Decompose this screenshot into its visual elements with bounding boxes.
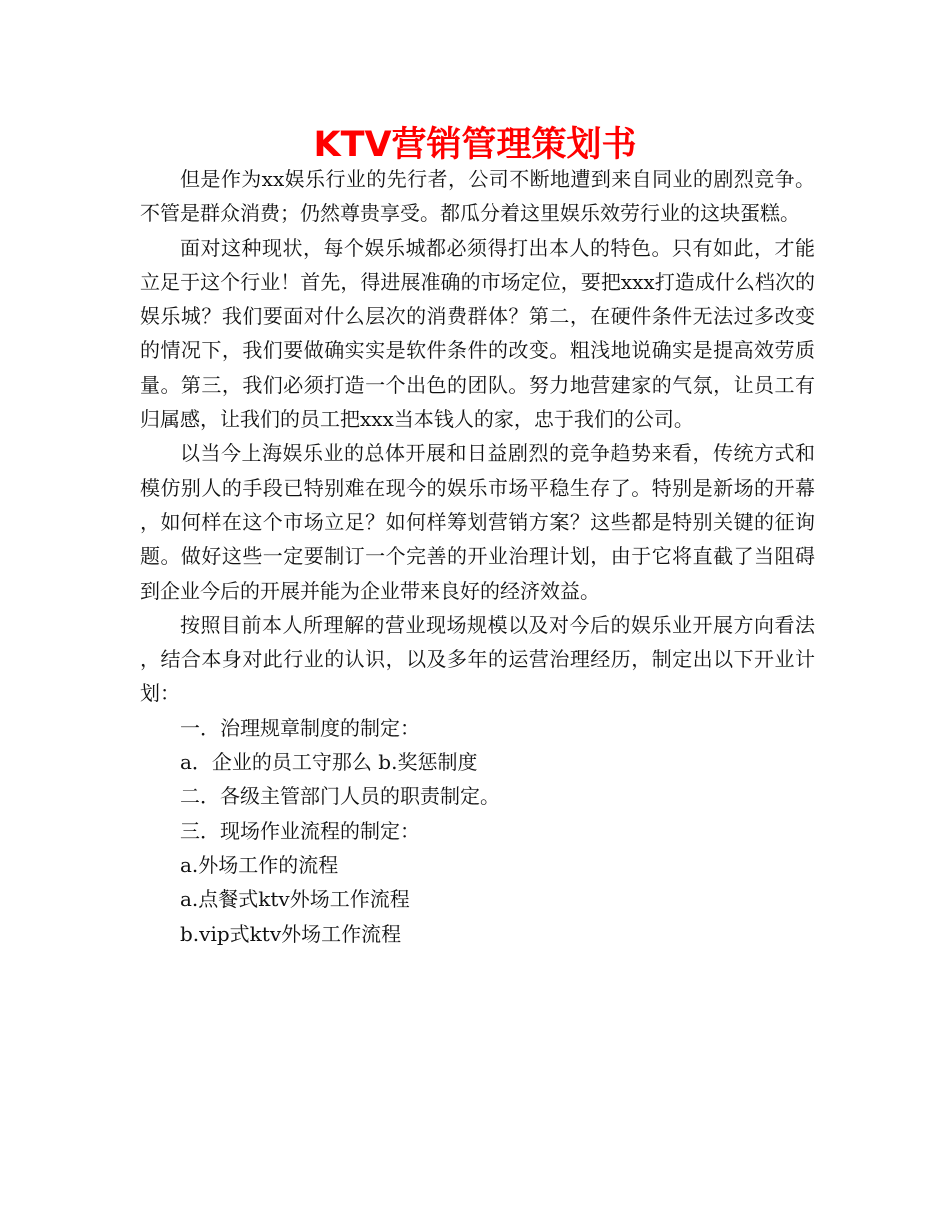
list-item-3a: a.外场工作的流程	[180, 852, 339, 877]
paragraph-3: 以当今上海娱乐业的总体开展和日益剧烈的竞争趋势来看，传统方式和模仿别人的手段已特别难在现今的娱乐市场平稳生存了。特别是新场的开幕，如何样在这个市场立足？如何样筹划营销方案？这些都是特别关键的征询题。做好这些一定要制订一个完善的开业治理计划，由于它将直截了当阻碍到企业今后的开展并能为企业带来良好的经济效益。	[140, 441, 815, 603]
list-item-section-1: 一．治理规章制度的制定：	[180, 715, 420, 740]
list-item-1a: a．企业的员工守那么 b.奖惩制度	[180, 750, 478, 775]
paragraph-2: 面对这种现状，每个娱乐城都必须得打出本人的特色。只有如此，才能立足于这个行业！首先，得进展准确的市场定位，要把xxx打造成什么档次的娱乐城？我们要面对什么层次的消费群体？第二，在硬件条件无法过多改变的情况下，我们要做确实实是软件条件的改变。粗浅地说确实是提高效劳质量。第三，我们必须打造一个出色的团队。努力地营建家的气氛，让员工有归属感，让我们的员工把xxx当本钱人的家，忠于我们的公司。	[140, 235, 815, 432]
paragraph-4: 按照目前本人所理解的营业现场规模以及对今后的娱乐业开展方向看法，结合本身对此行业的认识，以及多年的运营治理经历，制定出以下开业计划：	[140, 612, 815, 706]
list-item-3a-sub: a.点餐式ktv外场工作流程	[180, 887, 410, 912]
paragraph-1: 但是作为xx娱乐行业的先行者，公司不断地遭到来自同业的剧烈竞争。不管是群众消费；仍然尊贵享受。都瓜分着这里娱乐效劳行业的这块蛋糕。	[140, 167, 815, 226]
document-body	[140, 162, 815, 951]
list-item-section-3: 三．现场作业流程的制定：	[180, 818, 420, 843]
list-item-3b-sub: b.vip式ktv外场工作流程	[180, 921, 402, 946]
document-title: KTV营销管理策划书	[313, 125, 637, 165]
list-item-section-2: 二．各级主管部门人员的职责制定。	[180, 784, 500, 809]
